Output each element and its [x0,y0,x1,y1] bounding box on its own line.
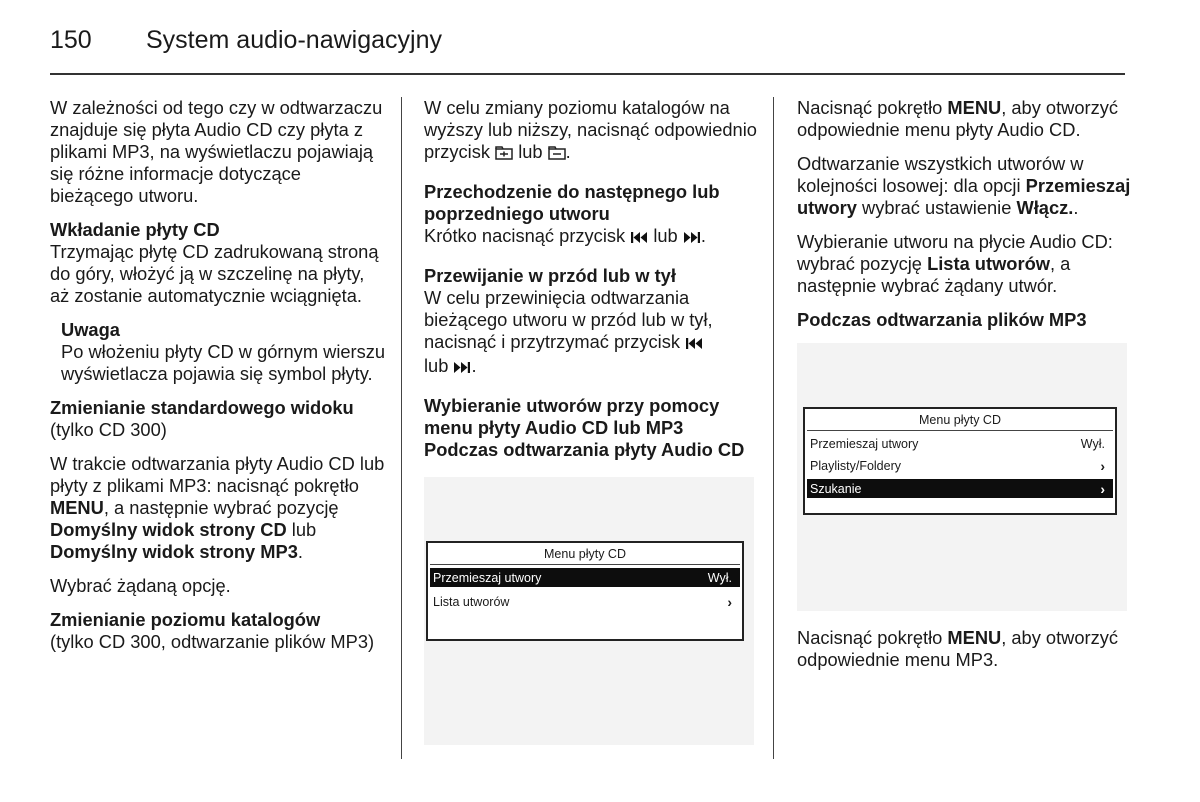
directory-level-paragraph: W celu zmiany poziomu katalogów na wyższy lub niższy, nacisnąć odpowiednio przycisk lub . [424,97,764,165]
next-track-heading: Przechodzenie do następnego lub poprzedniego utworu [424,181,720,224]
insert-cd-paragraph: Trzymając płytę CD zadrukowaną stroną do góry, włożyć ją w szczelinę na płyty, aż zostanie automatycznie wciągnięta. [50,241,379,306]
select-tracks-heading: Wybieranie utworów przy pomocy menu płyty Audio CD lub MP3 [424,395,720,438]
note-text: Po włożeniu płyty CD w górnym wierszu wyświetlacza pojawia się symbol płyty. [61,341,386,384]
track-select-paragraph: Wybieranie utworu na płycie Audio CD: wybrać pozycję Lista utworów, a następnie wybrać żądany utwór. [797,231,1113,296]
mp3-menu [803,407,1117,515]
chevron-right-icon: › [1100,480,1105,497]
page-header [50,26,442,55]
directory-level-sub: (tylko CD 300, odtwarzanie plików MP3) [50,631,375,652]
rewind-icon [685,333,703,355]
menu-row-search [807,479,1113,498]
directory-level-heading: Zmienianie poziomu katalogów [50,609,321,630]
menu-row-label: Playlisty/Foldery [810,458,901,473]
column-divider-2 [773,97,774,759]
page-number: 150 [50,26,92,54]
mp3-heading: Podczas odtwarzania plików MP3 [797,309,1087,330]
intro-paragraph: W zależności od tego czy w odtwarzaczu znajduje się płyta Audio CD czy płyta z plikami MP3, na wyświetlaczu pojawiają się różne informacje dotyczące bieżącego utworu. [50,97,383,206]
chevron-right-icon: › [1100,457,1105,474]
header-divider [50,73,1125,75]
menu-row-label: Przemieszaj utwory [810,436,919,451]
choose-option-paragraph: Wybrać żądaną opcję. [50,575,231,596]
open-menu-cd-paragraph: Nacisnąć pokrętło MENU, aby otworzyć odpowiednie menu płyty Audio CD. [797,97,1119,140]
menu-row-shuffle [807,434,1113,453]
change-view-heading: Zmienianie standardowego widoku [50,397,354,418]
menu-row-label: Lista utworów [433,594,510,609]
folder-up-icon [495,143,513,165]
menu-row-value: Wył. [1080,436,1105,451]
menu-title: Menu płyty CD [807,409,1113,431]
change-view-paragraph: W trakcie odtwarzania płyty Audio CD lub płyty z plikami MP3: nacisnąć pokrętło MENU, a następnie wybrać pozycję Domyślny widok strony CD lub Domyślny widok strony MP3. [50,453,385,562]
next-track-icon [683,227,701,249]
menu-title: Menu płyty CD [430,543,740,565]
folder-down-icon [548,143,566,165]
audio-cd-menu [426,541,744,641]
note-heading: Uwaga [61,319,120,340]
menu-row-label: Szukanie [810,481,862,496]
menu-row-shuffle [430,568,740,587]
column-2 [424,97,764,745]
menu-row-label: Przemieszaj utwory [433,570,542,585]
seek-paragraph: W celu przewinięcia odtwarzania bieżącego utworu w przód lub w tył, nacisnąć i przytrzymać przycisk lub . [424,287,764,379]
menu-row-value: Wył. [707,570,732,585]
note-block [50,319,388,385]
next-track-paragraph: Krótko nacisnąć przycisk lub . [424,225,764,249]
change-view-sub: (tylko CD 300) [50,419,167,440]
seek-heading: Przewijanie w przód lub w tył [424,265,676,286]
previous-track-icon [630,227,648,249]
audio-cd-screen-image [424,477,754,745]
fast-forward-icon [453,357,471,379]
column-3 [797,97,1137,683]
page-title: System audio-nawigacyjny [146,26,442,54]
menu-row-playlists [807,456,1113,475]
audio-cd-heading: Podczas odtwarzania płyty Audio CD [424,439,745,460]
shuffle-paragraph: Odtwarzanie wszystkich utworów w kolejności losowej: dla opcji Przemieszaj utwory wybrać ustawienie Włącz.. [797,153,1131,218]
mp3-screen-image [797,343,1127,611]
menu-row-track-list [430,592,740,611]
column-1 [50,97,388,665]
insert-cd-heading: Wkładanie płyty CD [50,219,220,240]
column-divider-1 [401,97,402,759]
chevron-right-icon: › [727,593,732,610]
open-menu-mp3-paragraph: Nacisnąć pokrętło MENU, aby otworzyć odpowiednie menu MP3. [797,627,1119,670]
